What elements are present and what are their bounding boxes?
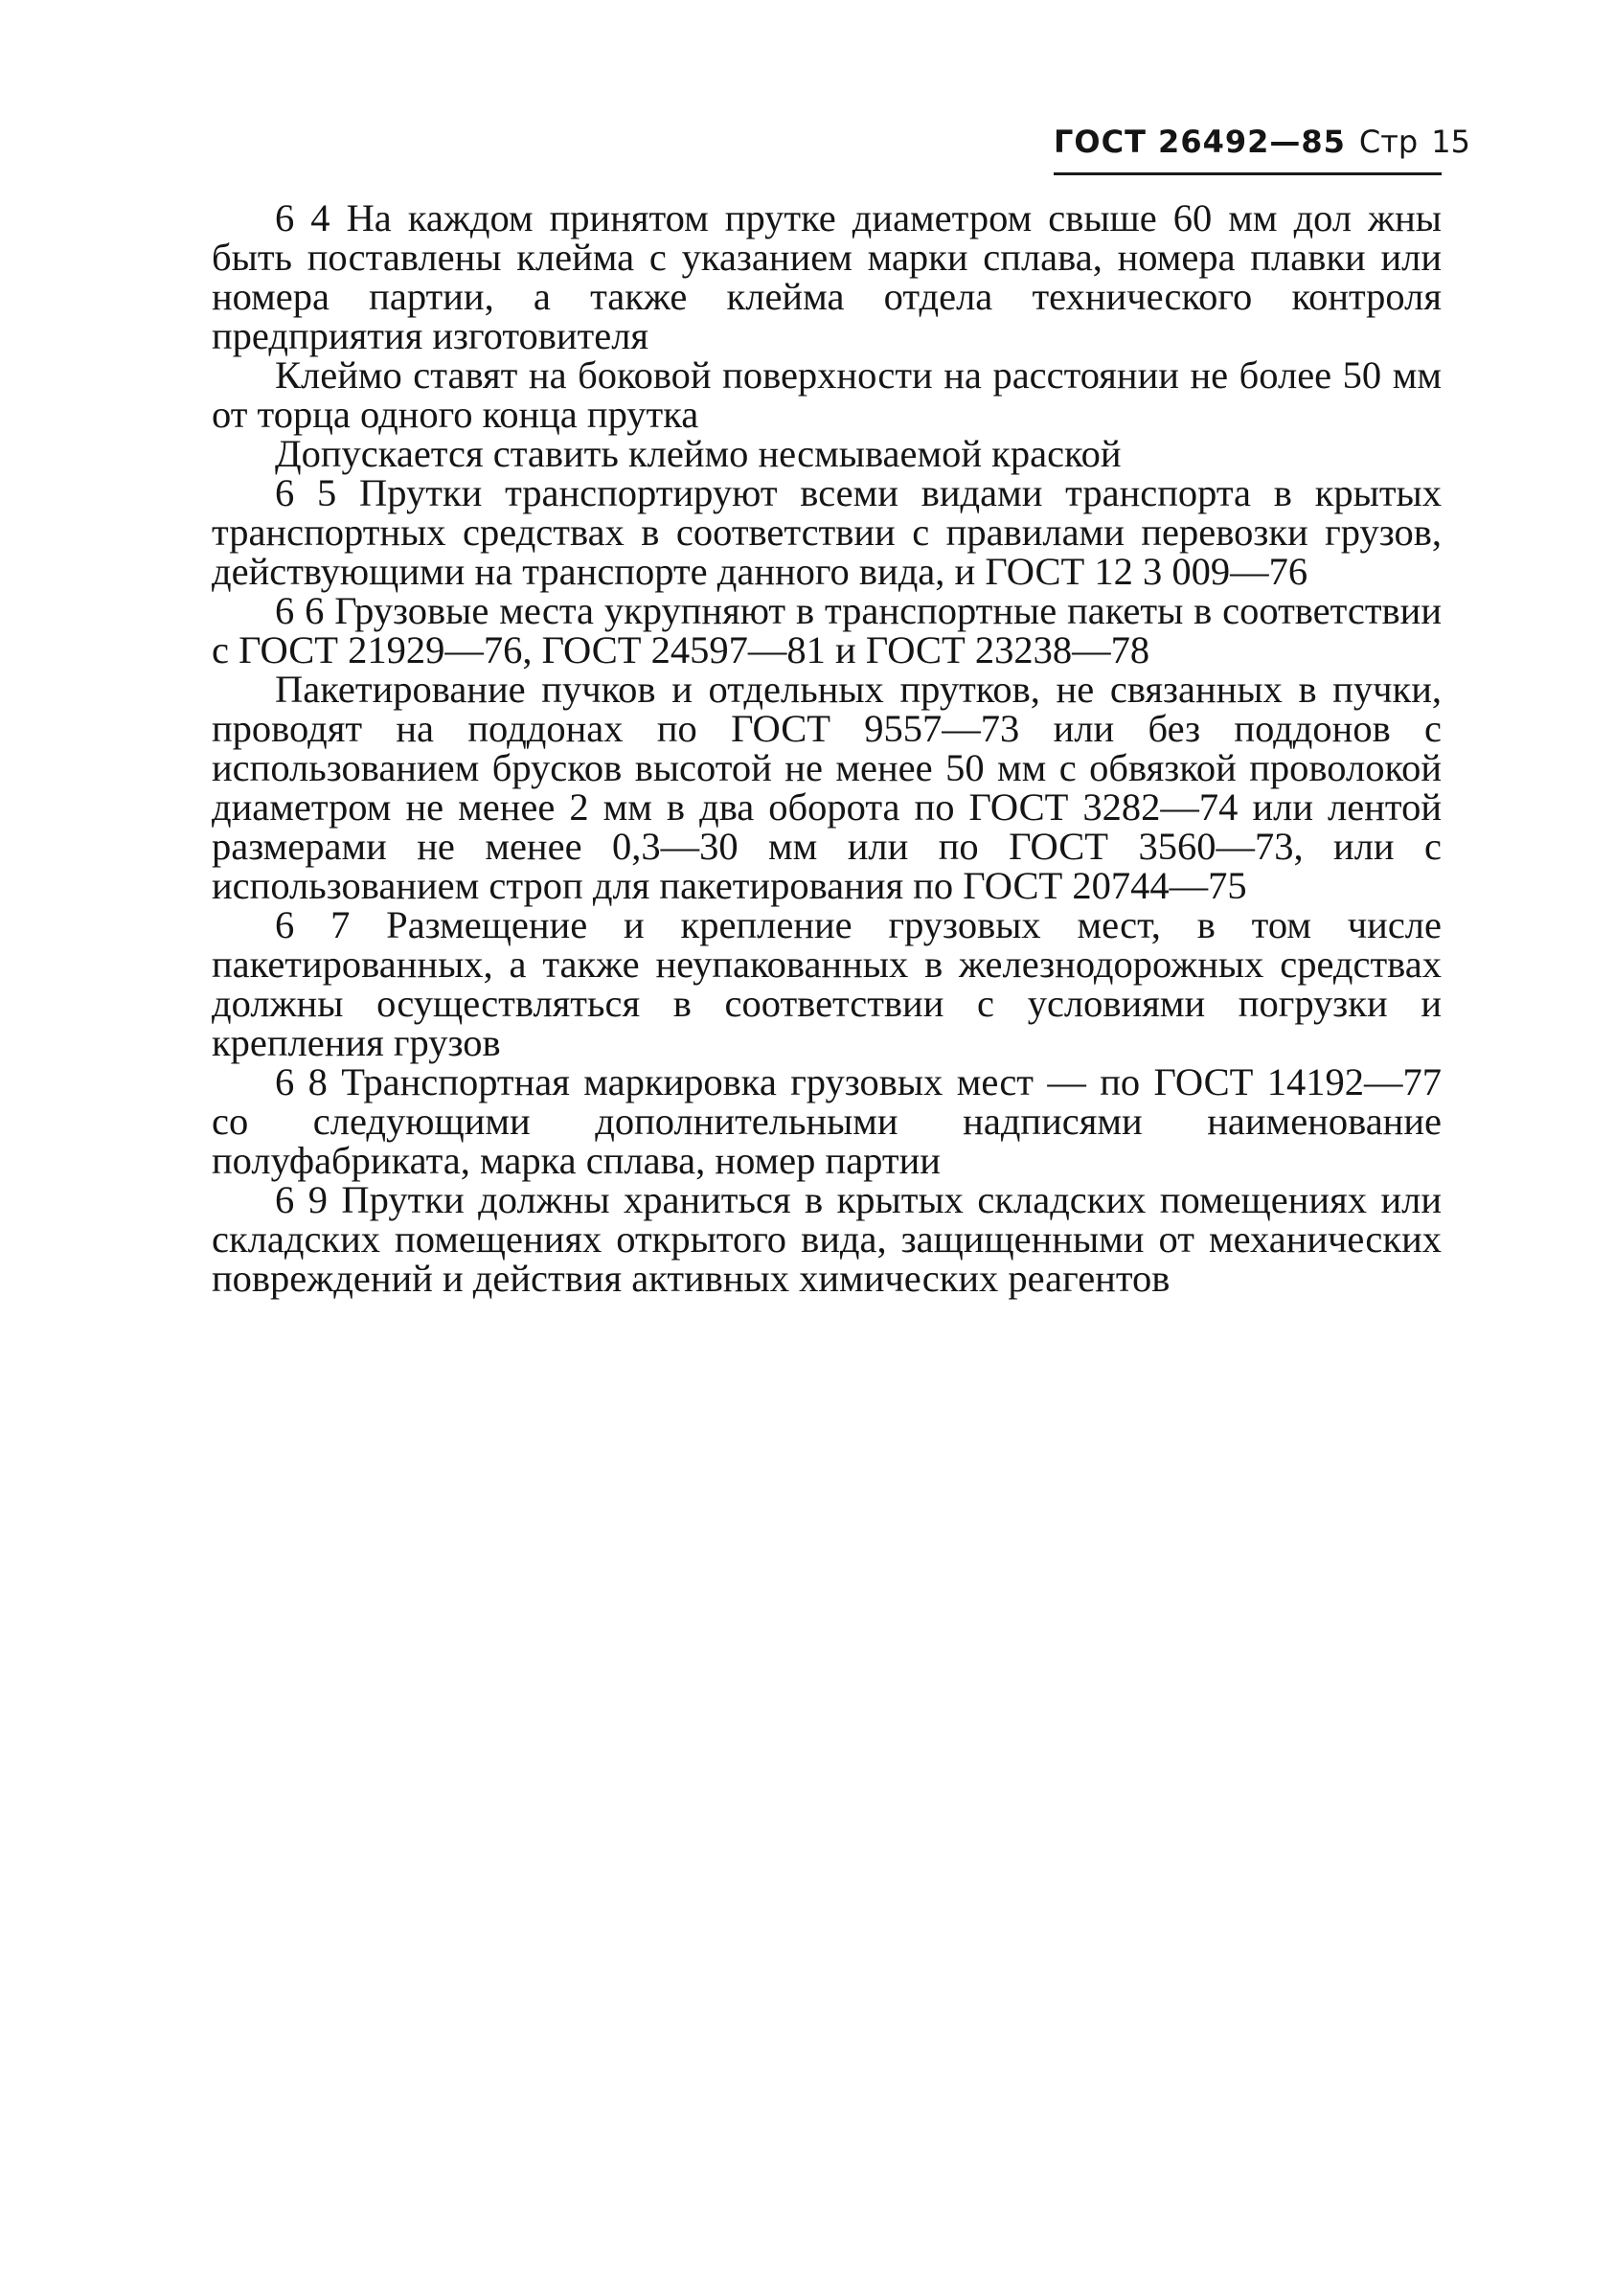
paragraph-packaging: Пакетирование пучков и отдельных прутков, не связанных в пучки, проводят на поддонах по ГОСТ 9557—73 или без поддонов с использованием брусков высотой не менее 50 мм с обвязкой проволокой диаметром не менее 2 мм в два оборота по ГОСТ 3282—74 или лентой размерами не менее 0,3—30 мм или по ГОСТ 3560—73, или с использованием строп для пакетирования по ГОСТ 20744—75 <box>212 668 1442 907</box>
paragraph-6-6: 6 6 Грузовые места укрупняют в транспортные пакеты в соответствии с ГОСТ 21929—76, ГОСТ 24597—81 и ГОСТ 23238—78 <box>212 589 1442 671</box>
document-body <box>212 198 1442 1298</box>
paragraph-6-8: 6 8 Транспортная маркировка грузовых мест — по ГОСТ 14192—77 со следующими дополнительными надписями наименование полуфабриката, марка сплава, номер партии <box>212 1060 1442 1182</box>
page-number: 15 <box>1431 124 1470 160</box>
page-header <box>1054 119 1470 175</box>
paragraph-6-9: 6 9 Прутки должны храниться в крытых складских помещениях или складских помещениях открытого вида, защищенными от механических повреждений и действия активных химических реагентов <box>212 1178 1442 1300</box>
paragraph-stamp-placement: Клеймо ставят на боковой поверхности на расстоянии не более 50 мм от торца одного конца прутка <box>212 353 1442 436</box>
paragraph-6-5: 6 5 Прутки транспортируют всеми видами транспорта в крытых транспортных средствах в соответствии с правилами перевозки грузов, действующими на транспорте данного вида, и ГОСТ 12 3 009—76 <box>212 471 1442 593</box>
paragraph-6-7: 6 7 Размещение и крепление грузовых мест, в том числе пакетированных, а также неупакованных в железнодорожных средствах должны осуществляться в соответствии с условиями погрузки и крепления грузов <box>212 903 1442 1064</box>
page-label: Стр <box>1358 124 1419 160</box>
paragraph-6-4: 6 4 На каждом принятом прутке диаметром свыше 60 мм дол жны быть поставлены клейма с указанием марки сплава, номера плавки или номера партии, а также клейма отдела технического контроля предприятия изготовителя <box>212 196 1442 357</box>
paragraph-stamp-paint: Допускается ставить клеймо несмываемой краской <box>275 432 1122 475</box>
standard-number: ГОСТ 26492—85 <box>1054 124 1346 160</box>
